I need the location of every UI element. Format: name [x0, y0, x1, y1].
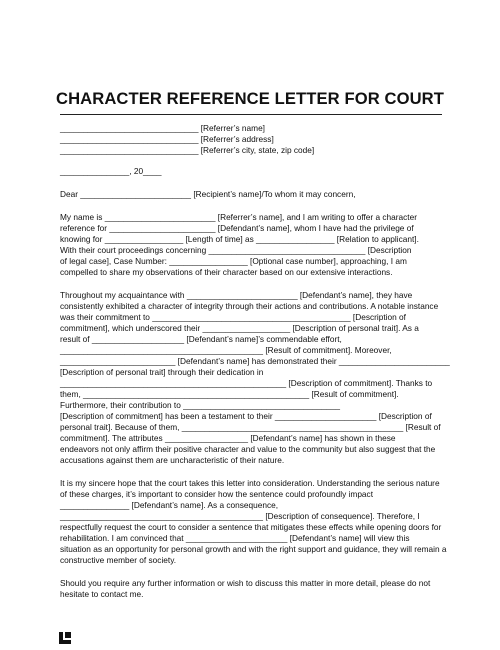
paragraph-3-line: of these charges, it’s important to consider how the sentence could profoundly impact — [60, 489, 374, 499]
paragraph-2-line: _________________________ [Defendant’s name] has demonstrated their ________________________ — [60, 356, 450, 366]
paragraph-3-line: _______________ [Defendant’s name]. As a consequence, — [60, 500, 279, 510]
paragraph-1-line: of legal case], Case Number: _________________ [Optional case number], approaching, I am — [60, 256, 407, 266]
paragraph-3-line: constructive member of society. — [60, 555, 177, 565]
paragraph-2-line: accusations against them are uncharacteristic of their nature. — [60, 455, 285, 465]
paragraph-2-line: _________________________________________________ [Description of commitment]. Thanks to — [60, 378, 433, 388]
paragraph-3-line: rehabilitation. I am convinced that ______________________ [Defendant’s name] will view this — [60, 533, 410, 543]
referrer-address-line: ______________________________ [Referrer’s address] — [60, 134, 274, 144]
paragraph-1-line: reference for _______________________ [Defendant’s name], whom I have had the privilege of — [60, 223, 414, 233]
paragraph-3-line: It is my sincere hope that the court takes this letter into consideration. Understanding the serious nature — [60, 478, 440, 488]
salutation: Dear ________________________ [Recipient’s name]/To whom it may concern, — [60, 189, 356, 199]
referrer-name-line: ______________________________ [Referrer’s name] — [60, 123, 265, 133]
paragraph-2-line: them, _________________________________________________ [Result of commitment]. — [60, 389, 399, 399]
paragraph-2-line: [Description of commitment] has been a testament to their ______________________ [Description of — [60, 411, 432, 421]
date-line: _______________, 20____ — [60, 166, 162, 176]
paragraph-2-line: commitment], which underscored their ___________________ [Description of personal trait]. As a — [60, 323, 419, 333]
paragraph-1-line: compelled to share my observations of their character based on our extensive interactions. — [60, 267, 393, 277]
referrer-city-line: ______________________________ [Referrer’s city, state, zip code] — [60, 145, 315, 155]
paragraph-2-line: [Description of personal trait] through their dedication in — [60, 367, 264, 377]
document-title: CHARACTER REFERENCE LETTER FOR COURT — [55, 89, 445, 108]
paragraph-4-line: hesitate to contact me. — [60, 589, 144, 599]
brand-logo-icon — [59, 632, 71, 644]
paragraph-2-line: Throughout my acquaintance with ________________________ [Defendant’s name], they have — [60, 290, 413, 300]
paragraph-1-line: With their court proceedings concerning __________________________________ [Description — [60, 245, 412, 255]
paragraph-3-line: situation as an opportunity for personal growth and with the right support and guidance, they will remain a — [60, 544, 447, 554]
paragraph-2-line: commitment]. The attributes __________________ [Defendant’s name] has shown in these — [60, 433, 396, 443]
paragraph-2-line: Furthermore, their contribution to __________________________________ — [60, 400, 341, 410]
paragraph-2-line: consistently exhibited a character of integrity through their actions and contributions. A notable instance — [60, 301, 439, 311]
paragraph-2-line: personal trait]. Because of them, ________________________________________________ [Result of — [60, 422, 441, 432]
title-divider — [60, 114, 442, 115]
paragraph-4-line: Should you require any further information or wish to discuss this matter in more detail, please do not — [60, 578, 431, 588]
paragraph-2-line: endeavors not only affirm their positive character and value to the community but also suggest that the — [60, 444, 436, 454]
paragraph-2-line: result of ____________________ [Defendant’s name]’s commendable effort, — [60, 334, 342, 344]
paragraph-2-line: was their commitment to ___________________________________________ [Description of — [60, 312, 406, 322]
paragraph-3-line: ____________________________________________ [Description of consequence]. Therefore, I — [60, 511, 420, 521]
paragraph-2-line: ____________________________________________ [Result of commitment]. Moreover, — [60, 345, 392, 355]
paragraph-3-line: respectfully request the court to consider a sentence that mitigates these effects while opening doors for — [60, 522, 442, 532]
paragraph-1-line: knowing for _________________ [Length of time] as _________________ [Relation to applicant]. — [60, 234, 419, 244]
paragraph-1-line: My name is ________________________ [Referrer’s name], and I am writing to offer a character — [60, 212, 417, 222]
